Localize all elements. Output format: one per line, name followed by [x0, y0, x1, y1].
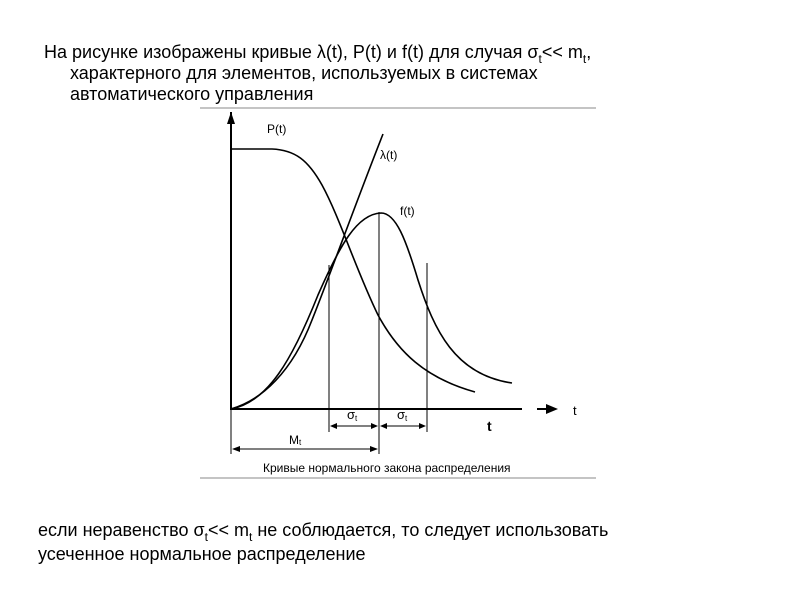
footer-line-1	[38, 518, 778, 542]
t-axis-label-right: t	[573, 403, 577, 418]
heading-sub-a: t	[538, 52, 542, 66]
sigma-left-label: σt	[347, 407, 358, 423]
lambda-curve	[231, 134, 383, 409]
heading-sub-b: t	[582, 52, 587, 66]
footer-text-c: не соблюдается, то следует использовать	[252, 520, 609, 540]
footer-text-a: если неравенство σ	[38, 520, 205, 540]
footer-line-2: усеченное нормальное распределение	[38, 544, 366, 564]
mean-arrow-a	[232, 446, 240, 452]
heading-line-3: автоматического управления	[70, 84, 314, 104]
heading-text-a: На рисунке изображены кривые λ(t), P(t) и f(t) для случая σ	[44, 42, 539, 62]
x-axis-arrow	[546, 404, 558, 414]
sigma-right-arrow-a	[380, 423, 387, 429]
figure-caption: Кривые нормального закона распределения	[263, 461, 511, 475]
sigma-right-arrow-b	[419, 423, 426, 429]
mean-label: Mt	[289, 433, 302, 447]
p-curve-label: P(t)	[267, 122, 287, 136]
heading-line-2: характерного для элементов, используемых в системах	[70, 63, 538, 83]
lambda-curve-label: λ(t)	[380, 148, 398, 162]
t-axis-label-bold: t	[487, 418, 492, 434]
footer-text-b: << m	[207, 520, 249, 540]
p-curve	[231, 149, 475, 392]
heading-text-b: << m	[541, 42, 583, 62]
sigma-left-arrow-a	[330, 423, 337, 429]
slide-footer	[38, 518, 778, 566]
f-curve-label: f(t)	[400, 204, 415, 218]
heading-text-c: ,	[586, 42, 592, 62]
sigma-left-arrow-b	[371, 423, 378, 429]
footer-sub-b: t	[248, 530, 253, 544]
footer-sub-a: t	[204, 530, 208, 544]
sigma-right-label: σt	[397, 407, 408, 423]
mean-arrow-b	[370, 446, 378, 452]
f-curve	[231, 213, 512, 409]
y-axis-arrow	[227, 112, 235, 124]
